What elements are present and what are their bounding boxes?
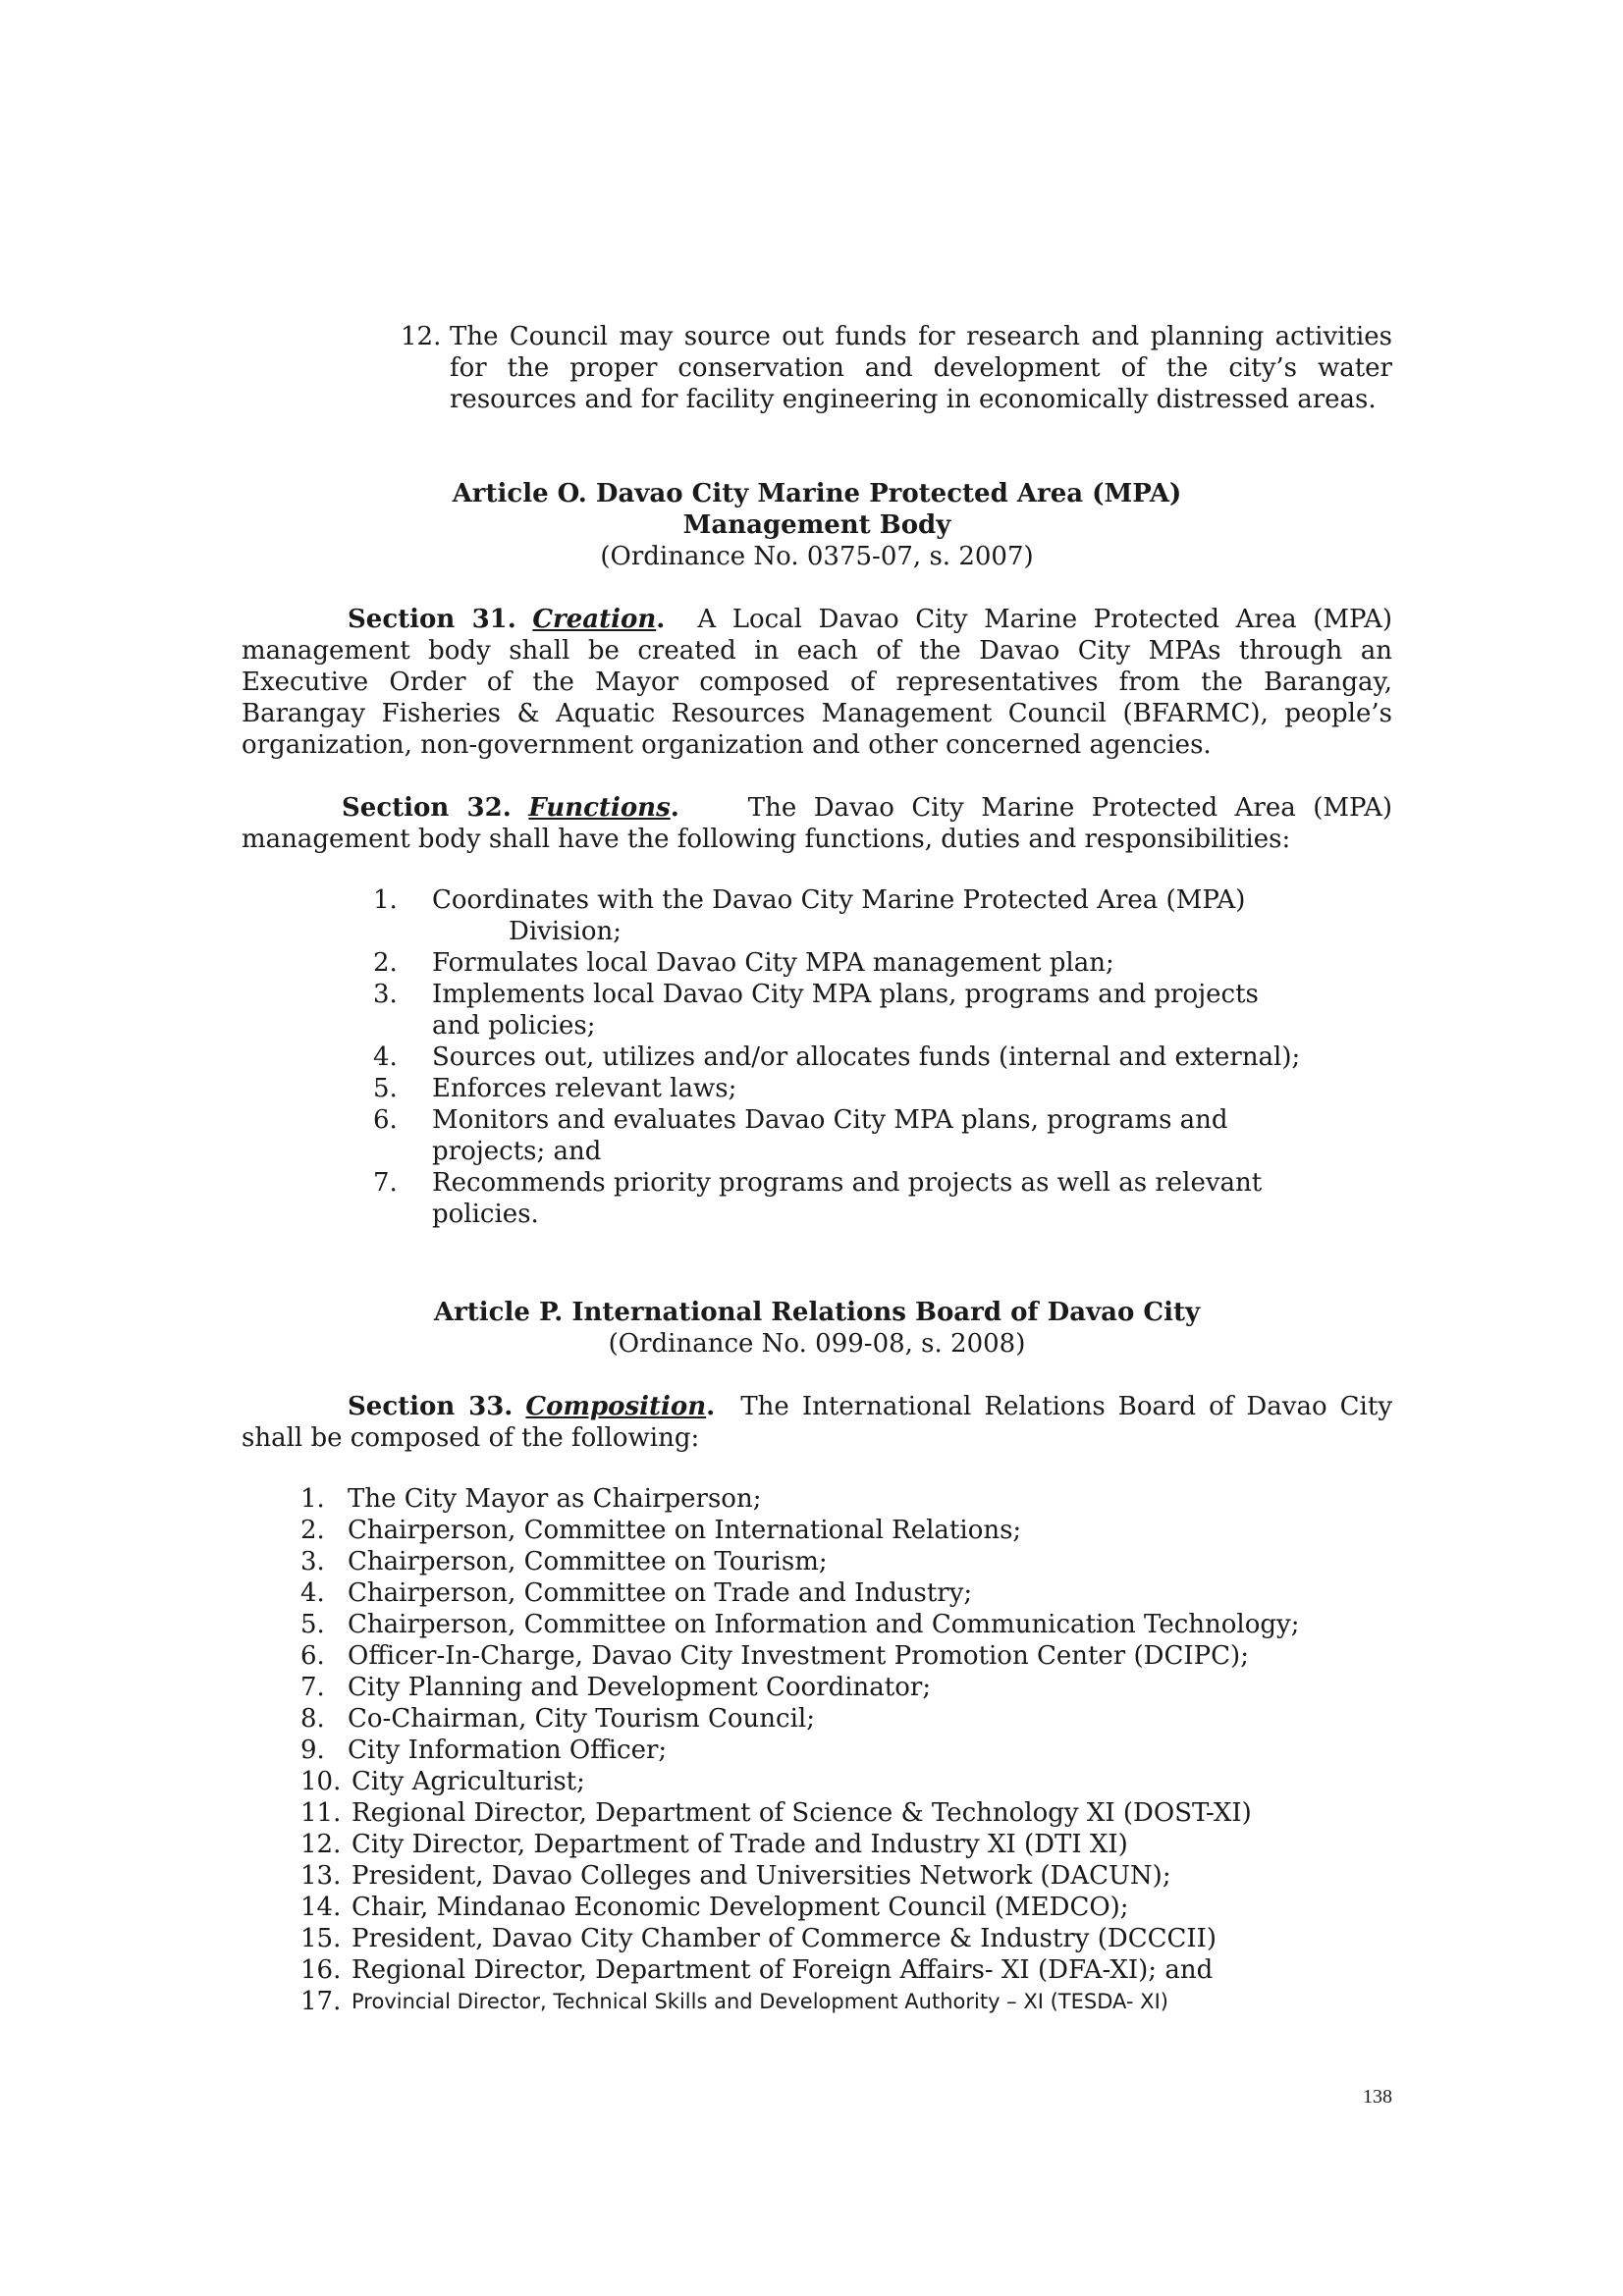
list-item <box>300 1986 1380 2017</box>
list-item-number: 6. <box>300 1641 325 1671</box>
list-item-number: 9. <box>300 1735 325 1765</box>
list-item-text: Chair, Mindanao Economic Development Council (MEDCO); <box>352 1893 1129 1922</box>
list-item <box>300 1577 1380 1609</box>
section-33-text: The International Relations Board of Davao City shall be composed of the following: <box>242 1392 1393 1453</box>
list-item-number: 15. <box>300 1924 342 1953</box>
section-31-keyword: Creation <box>532 605 657 634</box>
section-31-label: Section 31. <box>348 605 516 634</box>
list-item-text: The Council may source out funds for research and planning activities for the proper conservation and development of the city’s water resources and for facility engineering in economically distressed areas. <box>450 322 1392 414</box>
list-item-number: 13. <box>300 1861 342 1891</box>
list-item <box>373 1041 1355 1073</box>
list-item-text: Recommends priority programs and projects as well as relevant <box>432 1168 1263 1198</box>
composition-list <box>300 1483 1380 2017</box>
list-item-text: The City Mayor as Chairperson; <box>348 1484 762 1514</box>
list-item-continuation: projects; and <box>432 1137 602 1166</box>
list-item-number: 8. <box>300 1704 325 1734</box>
article-o-title-line2: Management Body <box>682 510 951 540</box>
list-item <box>300 1860 1380 1892</box>
list-item-number: 16. <box>300 1955 342 1985</box>
list-item-text: Chairperson, Committee on International Relations; <box>348 1516 1022 1545</box>
section-31-paragraph <box>242 604 1392 761</box>
list-item-number: 3. <box>373 980 398 1009</box>
section-32-text: The Davao City Marine Protected Area (MPA) management body shall have the following functions, duties and responsibilities: <box>242 793 1393 854</box>
section-31-period: . <box>656 605 666 634</box>
list-item <box>300 1609 1380 1640</box>
list-item-text: Sources out, utilizes and/or allocates funds (internal and external); <box>432 1042 1301 1072</box>
list-item-number: 17. <box>300 1987 342 2016</box>
list-item-number: 2. <box>373 948 398 978</box>
list-item-12 <box>401 321 1392 415</box>
list-item-number: 1. <box>373 885 398 915</box>
list-item-number: 12. <box>300 1830 342 1859</box>
list-item-text: President, Davao Colleges and Universities Network (DACUN); <box>352 1861 1171 1891</box>
list-item <box>373 884 1355 947</box>
section-32-keyword: Functions <box>528 793 671 823</box>
list-item <box>373 947 1355 979</box>
list-item <box>300 1640 1380 1672</box>
article-p-ordinance: (Ordinance No. 099-08, s. 2008) <box>608 1329 1026 1359</box>
list-item-number: 5. <box>373 1074 398 1103</box>
list-item-number: 4. <box>373 1042 398 1072</box>
list-item-text: Provincial Director, Technical Skills and Development Authority – XI (TESDA- XI) <box>352 1990 1168 2013</box>
list-item-text: Chairperson, Committee on Tourism; <box>348 1547 828 1576</box>
list-item-number: 7. <box>373 1168 398 1198</box>
list-item-text: City Information Officer; <box>348 1735 668 1765</box>
list-item-text: Regional Director, Department of Science & Technology XI (DOST-XI) <box>352 1798 1252 1828</box>
list-item-number: 10. <box>300 1767 342 1796</box>
list-item-text: Chairperson, Committee on Trade and Industry; <box>348 1578 973 1608</box>
list-item-number: 11. <box>300 1798 342 1828</box>
list-item-number: 7. <box>300 1673 325 1702</box>
list-item <box>373 1167 1355 1230</box>
section-33-paragraph <box>242 1391 1392 1454</box>
list-item-text: Monitors and evaluates Davao City MPA plans, programs and <box>432 1105 1228 1135</box>
list-item-continuation: policies. <box>432 1200 539 1229</box>
list-item-text: Officer-In-Charge, Davao City Investment Promotion Center (DCIPC); <box>348 1641 1249 1671</box>
list-item <box>300 1483 1380 1515</box>
list-item-text: Regional Director, Department of Foreign Affairs- XI (DFA-XI); and <box>352 1955 1214 1985</box>
list-item-number: 6. <box>373 1105 398 1135</box>
list-item <box>300 1735 1380 1766</box>
list-item-number: 2. <box>300 1516 325 1545</box>
list-item-number: 14. <box>300 1893 342 1922</box>
list-item <box>300 1546 1380 1577</box>
list-item-text: City Agriculturist; <box>352 1767 585 1796</box>
list-item-text: Coordinates with the Davao City Marine Protected Area (MPA) <box>432 885 1246 915</box>
list-item-text: Chairperson, Committee on Information and Communication Technology; <box>348 1610 1300 1639</box>
list-item-number: 12. <box>401 322 442 351</box>
list-item-text: City Director, Department of Trade and Industry XI (DTI XI) <box>352 1830 1128 1859</box>
list-item <box>300 1672 1380 1703</box>
list-item <box>300 1954 1380 1986</box>
section-31-text: A Local Davao City Marine Protected Area (MPA) management body shall be created in each of the Davao City MPAs through an Executive Order of the Mayor composed of representatives from the Barangay, Barangay Fisheries & Aquatic Resources Management Council (BFARMC), people’s organization, non-government organization and other concerned agencies. <box>242 605 1392 760</box>
list-item <box>300 1797 1380 1829</box>
article-o-ordinance: (Ordinance No. 0375-07, s. 2007) <box>600 542 1034 571</box>
list-item <box>300 1766 1380 1797</box>
list-item <box>373 979 1355 1041</box>
list-item-text: President, Davao City Chamber of Commerce & Industry (DCCCII) <box>352 1924 1217 1953</box>
list-item <box>300 1829 1380 1860</box>
list-item-text: City Planning and Development Coordinator; <box>348 1673 932 1702</box>
list-item-number: 4. <box>300 1578 325 1608</box>
list-item <box>300 1515 1380 1546</box>
section-33-keyword: Composition <box>525 1392 707 1421</box>
list-item <box>373 1073 1355 1104</box>
article-p-title: Article P. International Relations Board of Davao City <box>433 1298 1201 1327</box>
section-32-label: Section 32. <box>342 793 512 823</box>
list-item <box>300 1923 1380 1954</box>
list-item <box>300 1892 1380 1923</box>
section-32-period: . <box>670 793 679 823</box>
functions-list <box>373 884 1355 1230</box>
list-item-text: Enforces relevant laws; <box>432 1074 737 1103</box>
section-32-paragraph <box>242 792 1392 855</box>
list-item <box>300 1703 1380 1735</box>
list-item-text: Formulates local Davao City MPA management plan; <box>432 948 1114 978</box>
section-33-period: . <box>706 1392 716 1421</box>
list-item-text: Implements local Davao City MPA plans, programs and projects <box>432 980 1259 1009</box>
list-item-number: 1. <box>300 1484 325 1514</box>
page-number: 138 <box>1363 2086 1392 2108</box>
list-item <box>373 1104 1355 1167</box>
list-item-continuation: Division; <box>509 917 622 946</box>
list-item-number: 3. <box>300 1547 325 1576</box>
list-item-text: Co-Chairman, City Tourism Council; <box>348 1704 815 1734</box>
section-33-label: Section 33. <box>348 1392 514 1421</box>
list-item-number: 5. <box>300 1610 325 1639</box>
list-item-continuation: and policies; <box>432 1011 596 1041</box>
article-o-title-line1: Article O. Davao City Marine Protected Area (MPA) <box>452 479 1182 508</box>
